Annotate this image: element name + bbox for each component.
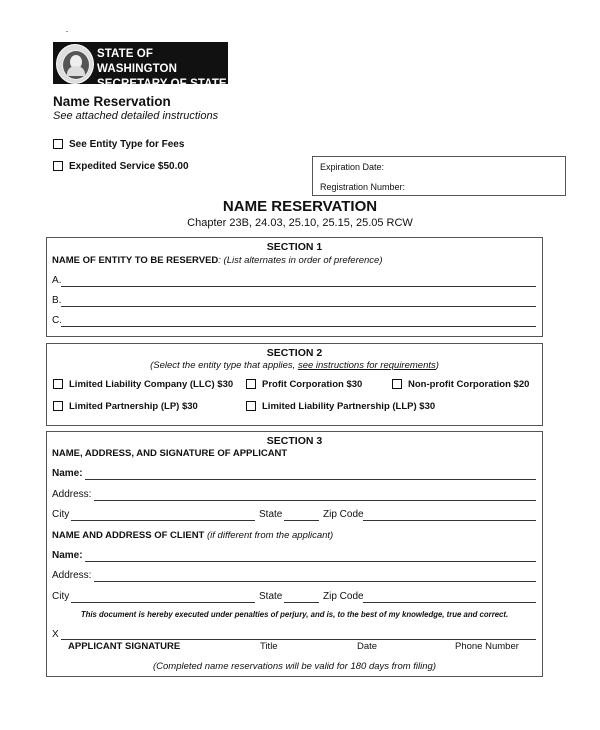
applicant-city-input[interactable]: [71, 520, 255, 521]
lp-option[interactable]: [53, 401, 198, 412]
alt-b-input[interactable]: [61, 306, 536, 307]
date-label: Date: [357, 641, 378, 652]
applicant-name-input[interactable]: [85, 479, 536, 480]
applicant-address-label: Address:: [52, 489, 92, 500]
form-chapter: Chapter 23B, 24.03, 25.10, 25.15, 25.05 RCW: [187, 217, 413, 229]
title-label: Title: [260, 641, 278, 652]
state-seal-icon: [56, 44, 94, 84]
applicant-zip-input[interactable]: [363, 520, 536, 521]
client-state-input[interactable]: [284, 602, 319, 603]
entity-name-label: NAME OF ENTITY TO BE RESERVED: [52, 255, 219, 266]
lp-label: Limited Partnership (LP) $30: [69, 401, 198, 412]
expedited-checkbox[interactable]: [53, 161, 63, 171]
profit-corp-label: Profit Corporation $30: [262, 379, 363, 390]
section-2-note-start: (Select the entity type that applies,: [150, 360, 298, 371]
applicant-name-label: Name:: [52, 468, 83, 479]
client-name-input[interactable]: [85, 561, 536, 562]
section-1: [46, 237, 543, 337]
section-3: [46, 431, 543, 677]
nonprofit-corp-option[interactable]: [392, 379, 529, 390]
speck: [66, 31, 68, 32]
section-2: [46, 343, 543, 426]
profit-corp-option[interactable]: [246, 379, 362, 390]
client-city-input[interactable]: [71, 602, 255, 603]
llc-checkbox[interactable]: [53, 379, 63, 389]
llp-label: Limited Liability Partnership (LLP) $30: [262, 401, 436, 412]
signature-x-mark: X: [52, 629, 59, 640]
applicant-signature-label: APPLICANT SIGNATURE: [68, 641, 181, 652]
client-zip-label: Zip Code: [323, 591, 364, 602]
client-heading-note: (if different from the applicant): [204, 530, 334, 541]
washington-sos-logo: [53, 42, 228, 90]
expedited-option[interactable]: [53, 161, 189, 172]
client-state-label: State: [259, 591, 283, 602]
applicant-address-input[interactable]: [94, 500, 536, 501]
section-2-note-end: ): [435, 360, 439, 371]
instructions-link[interactable]: see instructions for requirements: [297, 360, 436, 371]
llc-option[interactable]: [53, 379, 233, 390]
applicant-zip-label: Zip Code: [323, 509, 364, 520]
page-title: Name Reservation: [53, 94, 171, 109]
nonprofit-corp-label: Non-profit Corporation $20: [408, 379, 530, 390]
alt-c-label: C.: [52, 315, 62, 326]
applicant-signature-input[interactable]: [61, 639, 536, 640]
validity-note: (Completed name reservations will be valid for 180 days from filing): [152, 661, 436, 672]
lp-checkbox[interactable]: [53, 401, 63, 411]
entity-name-note: : (List alternates in order of preference): [218, 255, 383, 266]
llc-label: Limited Liability Company (LLC) $30: [69, 379, 234, 390]
fees-checkbox[interactable]: [53, 139, 63, 149]
alt-a-label: A.: [52, 275, 62, 286]
client-address-input[interactable]: [94, 581, 536, 582]
logo-line-1: STATE OF WASHINGTON: [97, 48, 178, 75]
section-2-heading: SECTION 2: [266, 347, 323, 359]
page-subtitle: See attached detailed instructions: [53, 110, 219, 122]
alt-b-label: B.: [52, 295, 62, 306]
client-heading-row: [52, 530, 333, 541]
applicant-state-label: State: [259, 509, 283, 520]
applicant-heading: NAME, ADDRESS, AND SIGNATURE OF APPLICANT: [52, 448, 288, 459]
llp-option[interactable]: [246, 401, 435, 412]
section-1-heading: SECTION 1: [266, 241, 323, 253]
section-2-note: [47, 360, 542, 371]
llp-checkbox[interactable]: [246, 401, 256, 411]
entity-name-instruction: [52, 255, 383, 266]
client-name-label: Name:: [52, 550, 83, 561]
perjury-statement: This document is hereby executed under penalties of perjury, and is, to the best of my knowledge, true and correct.: [80, 610, 509, 619]
registration-number-label: Registration Number:: [320, 182, 406, 192]
expedited-label: Expedited Service $50.00: [69, 161, 189, 172]
alt-a-input[interactable]: [61, 286, 536, 287]
fees-label: See Entity Type for Fees: [69, 139, 185, 150]
expiration-date-label: Expiration Date:: [320, 162, 385, 172]
logo-line-2: SECRETARY OF STATE: [97, 78, 227, 90]
form-title: NAME RESERVATION: [222, 198, 378, 215]
nonprofit-corp-checkbox[interactable]: [392, 379, 402, 389]
client-address-label: Address:: [52, 570, 92, 581]
client-city-label: City: [52, 591, 70, 602]
client-heading: NAME AND ADDRESS OF CLIENT: [52, 530, 205, 541]
section-3-heading: SECTION 3: [266, 435, 323, 447]
office-use-box: [312, 156, 566, 196]
client-zip-input[interactable]: [363, 602, 536, 603]
profit-corp-checkbox[interactable]: [246, 379, 256, 389]
alt-c-input[interactable]: [61, 326, 536, 327]
fees-option[interactable]: [53, 139, 184, 150]
applicant-city-label: City: [52, 509, 70, 520]
applicant-state-input[interactable]: [284, 520, 319, 521]
phone-number-label: Phone Number: [455, 641, 519, 652]
